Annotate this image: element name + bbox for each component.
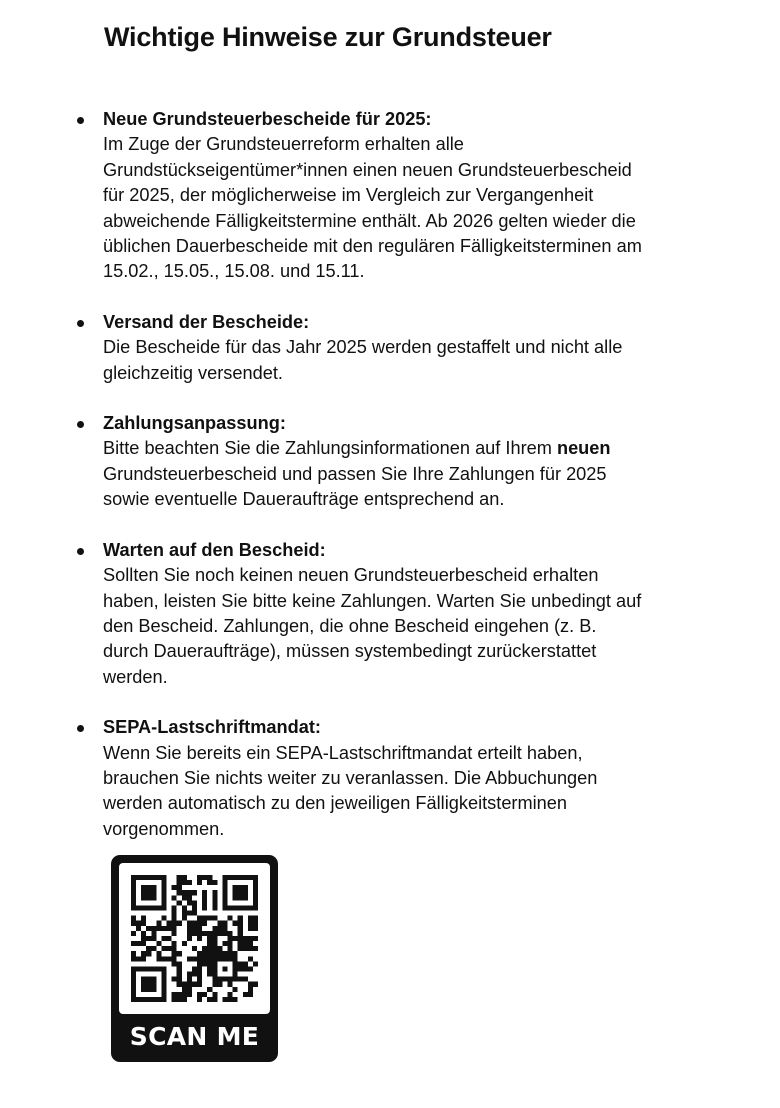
qr-module	[172, 956, 177, 961]
qr-module	[222, 951, 227, 956]
qr-module	[253, 916, 258, 921]
list-item-new-notices	[0, 107, 723, 285]
item-line: 15.02., 15.05., 15.08. und 15.11.	[103, 261, 365, 282]
qr-module	[187, 936, 192, 941]
qr-module	[228, 992, 233, 997]
qr-module	[177, 972, 182, 977]
qr-module	[177, 890, 182, 895]
qr-module	[202, 956, 207, 961]
qr-module	[248, 926, 253, 931]
item-line: üblichen Dauerbescheide mit den regulären Fälligkeitsterminen am	[103, 236, 642, 257]
qr-module	[243, 992, 248, 997]
item-line: werden.	[103, 666, 168, 687]
qr-module	[253, 961, 258, 966]
bullet-icon	[77, 725, 84, 732]
qr-module	[177, 921, 182, 926]
qr-module	[197, 956, 202, 961]
qr-module	[248, 987, 253, 992]
qr-module	[212, 946, 217, 951]
qr-module	[187, 900, 192, 905]
item-line: brauchen Sie nichts weiter zu veranlassen. Die Abbuchungen	[103, 767, 598, 788]
qr-module	[131, 931, 136, 936]
qr-module	[212, 890, 217, 895]
qr-module	[141, 931, 146, 936]
qr-module	[131, 921, 136, 926]
qr-module	[172, 911, 177, 916]
qr-module	[207, 946, 212, 951]
qr-module	[192, 946, 197, 951]
qr-module	[141, 956, 146, 961]
item-line: für 2025, der möglicherweise im Vergleich zur Vergangenheit	[103, 185, 594, 206]
qr-module	[212, 880, 217, 885]
item-line: vorgenommen.	[103, 818, 225, 839]
qr-module	[212, 895, 217, 900]
qr-module	[182, 916, 187, 921]
qr-code-area	[119, 863, 270, 1014]
qr-module	[141, 921, 146, 926]
list-item-payment-adjustment	[0, 411, 723, 513]
qr-module	[197, 931, 202, 936]
notice-list	[0, 107, 780, 867]
qr-module	[243, 966, 248, 971]
item-line: haben, leisten Sie bitte keine Zahlungen. Warten Sie unbedingt auf	[103, 590, 642, 611]
qr-module	[233, 997, 238, 1002]
item-line: Grundsteuerbescheid und passen Sie Ihre Zahlungen für 2025	[103, 463, 607, 484]
qr-module	[253, 926, 258, 931]
qr-module	[192, 900, 197, 905]
qr-module	[182, 911, 187, 916]
qr-module	[248, 916, 253, 921]
qr-module	[167, 956, 172, 961]
qr-module	[238, 961, 243, 966]
qr-module	[182, 890, 187, 895]
item-heading: Neue Grundsteuerbescheide für 2025:	[103, 109, 432, 129]
qr-module	[253, 936, 258, 941]
qr-module	[151, 926, 156, 931]
bullet-icon	[77, 421, 84, 428]
qr-module	[192, 966, 197, 971]
qr-module	[192, 905, 197, 910]
qr-finder-center	[141, 885, 156, 900]
qr-module	[197, 880, 202, 885]
qr-module	[207, 875, 212, 880]
qr-module	[146, 926, 151, 931]
qr-module	[212, 941, 217, 946]
qr-module	[187, 977, 192, 982]
qr-module	[136, 926, 141, 931]
qr-module	[177, 880, 182, 885]
qr-module	[212, 951, 217, 956]
qr-module	[197, 992, 202, 997]
qr-module	[202, 916, 207, 921]
qr-module	[197, 982, 202, 987]
qr-module	[182, 987, 187, 992]
qr-module	[238, 936, 243, 941]
qr-module	[197, 951, 202, 956]
qr-module	[161, 946, 166, 951]
item-line: durch Daueraufträge), müssen systembedingt zurückerstattet	[103, 641, 597, 662]
qr-module	[207, 956, 212, 961]
qr-module	[167, 946, 172, 951]
qr-module	[177, 885, 182, 890]
qr-module	[248, 936, 253, 941]
qr-module	[192, 931, 197, 936]
qr-module	[172, 926, 177, 931]
qr-module	[172, 916, 177, 921]
qr-module	[243, 977, 248, 982]
qr-module	[202, 992, 207, 997]
qr-module	[248, 966, 253, 971]
qr-module	[202, 890, 207, 895]
qr-module	[177, 966, 182, 971]
qr-module	[207, 966, 212, 971]
qr-module	[187, 982, 192, 987]
qr-module	[212, 931, 217, 936]
qr-module	[167, 936, 172, 941]
qr-module	[141, 951, 146, 956]
qr-module	[248, 982, 253, 987]
qr-module	[207, 936, 212, 941]
qr-module	[192, 972, 197, 977]
qr-module	[146, 951, 151, 956]
qr-module	[182, 905, 187, 910]
qr-module	[172, 992, 177, 997]
qr-module	[228, 916, 233, 921]
qr-module	[187, 931, 192, 936]
item-line: gleichzeitig versendet.	[103, 362, 283, 383]
qr-module	[222, 941, 227, 946]
qr-module	[177, 977, 182, 982]
qr-module	[228, 931, 233, 936]
qr-module	[177, 961, 182, 966]
bullet-icon	[77, 320, 84, 327]
qr-module	[202, 905, 207, 910]
qr-module	[248, 921, 253, 926]
qr-module	[217, 926, 222, 931]
qr-module	[187, 926, 192, 931]
qr-module	[131, 916, 136, 921]
qr-module	[202, 900, 207, 905]
qr-module	[228, 951, 233, 956]
qr-module	[197, 966, 202, 971]
qr-module	[253, 921, 258, 926]
qr-module	[197, 961, 202, 966]
qr-module	[182, 895, 187, 900]
qr-module	[238, 921, 243, 926]
qr-module	[151, 946, 156, 951]
qr-module	[238, 941, 243, 946]
qr-module	[207, 961, 212, 966]
qr-module	[151, 936, 156, 941]
list-item-waiting	[0, 538, 723, 690]
qr-module	[187, 911, 192, 916]
qr-module	[248, 992, 253, 997]
qr-module	[222, 921, 227, 926]
qr-module	[207, 951, 212, 956]
qr-module	[207, 931, 212, 936]
qr-module	[202, 946, 207, 951]
qr-module	[212, 916, 217, 921]
qr-module	[167, 926, 172, 931]
qr-module	[228, 946, 233, 951]
qr-module	[131, 956, 136, 961]
emphasis-text: neuen	[556, 438, 611, 459]
qr-module	[192, 982, 197, 987]
qr-module	[212, 936, 217, 941]
qr-module	[228, 982, 233, 987]
qr-module	[217, 982, 222, 987]
qr-alignment-center	[222, 966, 227, 971]
item-line: Wenn Sie bereits ein SEPA-Lastschriftmandat erteilt haben,	[103, 742, 583, 763]
qr-module	[212, 926, 217, 931]
qr-module	[172, 977, 177, 982]
scan-me-label: SCAN ME	[129, 1022, 260, 1051]
qr-module	[172, 905, 177, 910]
qr-module	[238, 966, 243, 971]
qr-finder-center	[233, 885, 248, 900]
qr-module	[172, 921, 177, 926]
qr-module	[177, 900, 182, 905]
qr-module	[182, 880, 187, 885]
qr-module	[222, 997, 227, 1002]
qr-module	[187, 921, 192, 926]
qr-module	[217, 951, 222, 956]
qr-module	[238, 926, 243, 931]
item-heading: Zahlungsanpassung:	[103, 413, 286, 434]
qr-module	[182, 875, 187, 880]
qr-module	[248, 941, 253, 946]
qr-module	[192, 911, 197, 916]
bullet-icon	[77, 117, 84, 124]
qr-module	[238, 977, 243, 982]
bullet-icon	[77, 548, 84, 555]
qr-module	[141, 916, 146, 921]
qr-module	[197, 926, 202, 931]
qr-module	[212, 997, 217, 1002]
qr-module	[202, 895, 207, 900]
qr-module	[212, 905, 217, 910]
qr-module	[172, 895, 177, 900]
qr-module	[228, 997, 233, 1002]
qr-module	[172, 961, 177, 966]
qr-module	[233, 921, 238, 926]
qr-module	[253, 946, 258, 951]
qr-module	[207, 972, 212, 977]
qr-module	[161, 936, 166, 941]
qr-module	[202, 951, 207, 956]
qr-module	[197, 921, 202, 926]
qr-code-card[interactable]	[111, 855, 278, 1062]
qr-module	[212, 982, 217, 987]
qr-module	[192, 956, 197, 961]
qr-module	[238, 931, 243, 936]
qr-module	[141, 936, 146, 941]
qr-module	[172, 946, 177, 951]
item-line: Im Zuge der Grundsteuerreform erhalten alle	[103, 134, 464, 155]
qr-module	[207, 997, 212, 1002]
qr-module	[177, 997, 182, 1002]
qr-module	[192, 921, 197, 926]
qr-module	[151, 931, 156, 936]
qr-code-icon	[131, 875, 258, 1002]
qr-module	[187, 890, 192, 895]
qr-module	[172, 997, 177, 1002]
document-title: Wichtige Hinweise zur Grundsteuer	[104, 22, 552, 52]
qr-module	[172, 885, 177, 890]
qr-module	[177, 951, 182, 956]
qr-module	[197, 916, 202, 921]
qr-module	[202, 931, 207, 936]
qr-module	[243, 936, 248, 941]
qr-module	[172, 951, 177, 956]
qr-module	[233, 936, 238, 941]
item-heading: SEPA-Lastschriftmandat:	[103, 717, 321, 738]
qr-module	[197, 936, 202, 941]
qr-module	[192, 890, 197, 895]
qr-module	[238, 946, 243, 951]
qr-module	[253, 982, 258, 987]
qr-module	[177, 982, 182, 987]
qr-module	[161, 926, 166, 931]
qr-module	[212, 992, 217, 997]
qr-module	[131, 951, 136, 956]
qr-module	[146, 946, 151, 951]
qr-module	[187, 992, 192, 997]
qr-module	[161, 916, 166, 921]
qr-module	[187, 880, 192, 885]
qr-module	[202, 875, 207, 880]
item-line: abweichende Fälligkeitstermine enthält. Ab 2026 gelten wieder die	[103, 210, 636, 231]
list-item-dispatch	[0, 310, 723, 386]
qr-module	[156, 956, 161, 961]
item-line: Die Bescheide für das Jahr 2025 werden gestaffelt und nicht alle	[103, 337, 623, 358]
qr-module	[146, 936, 151, 941]
qr-module	[182, 997, 187, 1002]
qr-module	[156, 941, 161, 946]
qr-module	[222, 931, 227, 936]
item-heading: Versand der Bescheide:	[103, 311, 310, 332]
qr-module	[238, 916, 243, 921]
qr-module	[233, 987, 238, 992]
qr-module	[207, 880, 212, 885]
qr-module	[177, 875, 182, 880]
item-line-text: Bitte beachten Sie die Zahlungsinformationen auf Ihrem	[103, 438, 557, 459]
qr-module	[136, 941, 141, 946]
qr-module	[156, 921, 161, 926]
qr-module	[161, 956, 166, 961]
qr-module	[172, 941, 177, 946]
qr-module	[243, 946, 248, 951]
qr-module	[243, 941, 248, 946]
qr-module	[156, 926, 161, 931]
qr-module	[197, 997, 202, 1002]
item-line: werden automatisch zu den jeweiligen Fälligkeitsterminen	[103, 793, 568, 814]
qr-module	[202, 961, 207, 966]
qr-module	[233, 951, 238, 956]
qr-module	[248, 956, 253, 961]
qr-module	[167, 921, 172, 926]
qr-module	[207, 941, 212, 946]
item-line: sowie eventuelle Daueraufträge entsprechend an.	[103, 489, 505, 510]
qr-module	[197, 972, 202, 977]
qr-module	[182, 992, 187, 997]
qr-module	[207, 916, 212, 921]
item-heading: Warten auf den Bescheid:	[103, 539, 326, 560]
qr-module	[207, 987, 212, 992]
qr-module	[172, 931, 177, 936]
qr-module	[228, 941, 233, 946]
qr-module	[202, 921, 207, 926]
qr-module	[222, 926, 227, 931]
qr-module	[136, 956, 141, 961]
qr-module	[131, 941, 136, 946]
qr-module	[187, 895, 192, 900]
qr-module	[177, 992, 182, 997]
qr-module	[187, 972, 192, 977]
qr-module	[187, 987, 192, 992]
qr-module	[217, 921, 222, 926]
qr-module	[217, 931, 222, 936]
qr-module	[182, 941, 187, 946]
qr-module	[228, 936, 233, 941]
qr-module	[187, 956, 192, 961]
qr-module	[212, 900, 217, 905]
qr-module	[156, 951, 161, 956]
item-line: den Bescheid. Zahlungen, die ohne Bescheid eingehen (z. B.	[103, 615, 597, 636]
qr-module	[182, 982, 187, 987]
qr-module	[197, 977, 202, 982]
qr-module	[141, 941, 146, 946]
qr-module	[136, 921, 141, 926]
qr-module	[197, 875, 202, 880]
qr-finder-center	[141, 977, 156, 992]
qr-module	[243, 961, 248, 966]
qr-module	[192, 926, 197, 931]
item-line: Sollten Sie noch keinen neuen Grundsteuerbescheid erhalten	[103, 565, 599, 586]
qr-module	[217, 946, 222, 951]
qr-module	[248, 946, 253, 951]
item-line: Grundstückseigentümer*innen einen neuen Grundsteuerbescheid	[103, 159, 632, 180]
item-line	[103, 436, 723, 461]
list-item-sepa	[0, 715, 723, 842]
